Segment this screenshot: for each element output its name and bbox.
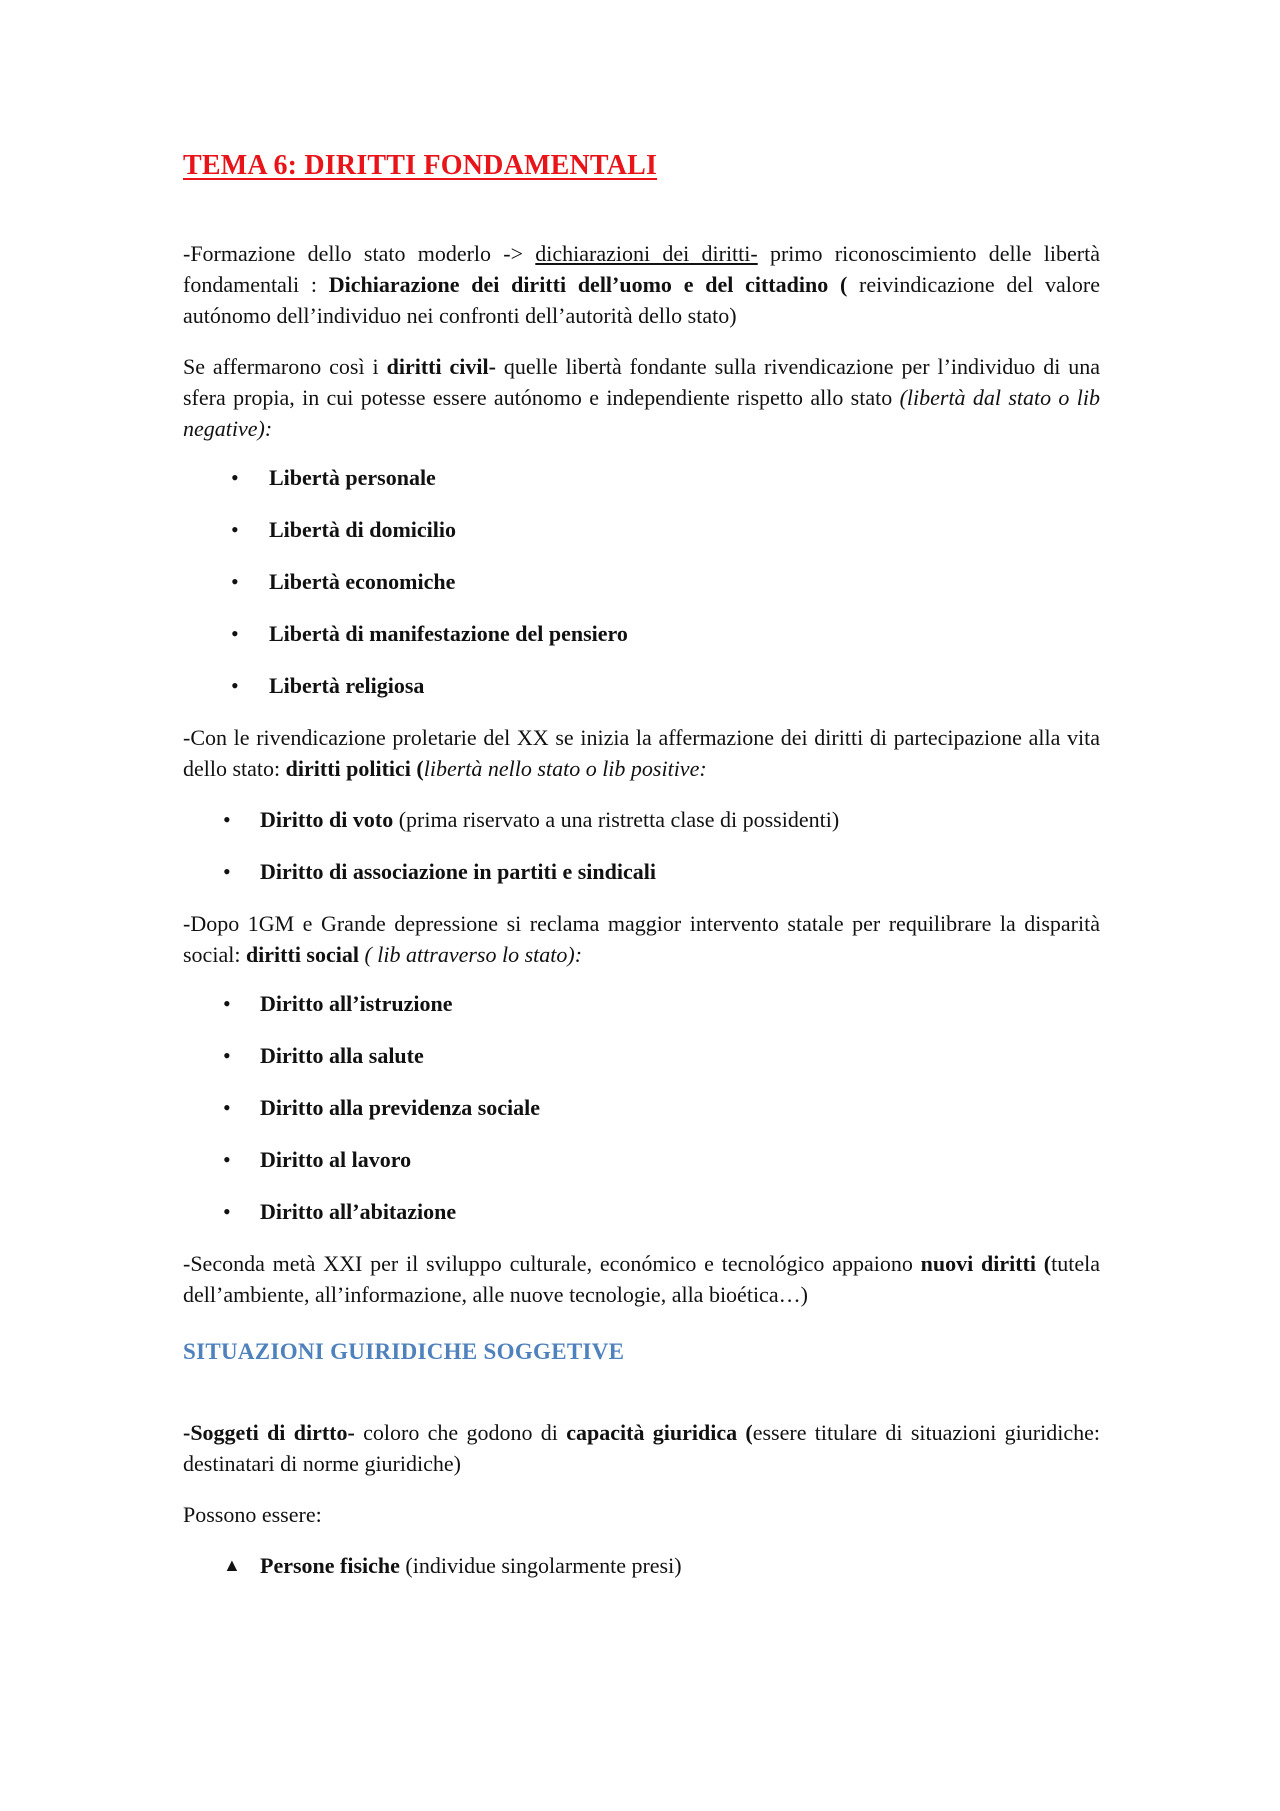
- bullet-icon: •: [231, 621, 239, 646]
- bullet-icon: •: [223, 991, 231, 1016]
- list-item: [183, 618, 1100, 649]
- list-item-label: Libertà di manifestazione del pensiero: [269, 621, 628, 646]
- bullet-icon: •: [223, 1147, 231, 1172]
- list-item: [183, 1092, 1100, 1123]
- political-rights-list: [183, 804, 1100, 887]
- list-item: [183, 1550, 1100, 1581]
- list-item-label: Libertà economiche: [269, 569, 456, 594]
- bullet-icon: •: [231, 465, 239, 490]
- bold-term: Dichiarazione dei diritti dell’uomo e del cittadino (: [328, 272, 848, 297]
- bullet-icon: •: [223, 1095, 231, 1120]
- text-run: Se affermarono così i: [183, 354, 387, 379]
- text-run: primo riconoscimiento delle libertà fondamentali :: [183, 241, 1100, 297]
- list-item-label: Diritto all’abitazione: [260, 1199, 457, 1224]
- section-heading: SITUAZIONI GUIRIDICHE SOGGETIVE: [183, 1339, 625, 1364]
- list-item-label: Libertà personale: [269, 465, 436, 490]
- list-item: [183, 804, 1100, 835]
- paragraph-formation: [183, 238, 1100, 331]
- text-run: tutela dell’ambiente, all’informazione, alle nuove tecnologie, alla bioética…): [183, 1251, 1100, 1307]
- bold-term: -Soggeti di dirtto-: [183, 1420, 355, 1445]
- paragraph-possono: Possono essere:: [183, 1502, 322, 1527]
- list-item: [183, 1144, 1100, 1175]
- text-run: essere titulare di situazioni giuridiche: destinatari di norme giuridiche): [183, 1420, 1100, 1476]
- document-body: [183, 238, 1100, 1602]
- list-item-label: Diritto di voto: [260, 807, 394, 832]
- paragraph-political-rights: [183, 722, 1100, 784]
- italic-note: libertà nello stato o lib positive:: [423, 756, 707, 781]
- page-title: TEMA 6: DIRITTI FONDAMENTALI: [183, 150, 658, 181]
- list-item: [183, 988, 1100, 1019]
- list-item-label: Libertà di domicilio: [269, 517, 456, 542]
- list-item-note: (individue singolarmente presi): [399, 1553, 682, 1578]
- text-run: -Seconda metà XXI per il sviluppo culturale, económico e tecnológico appaiono: [183, 1251, 921, 1276]
- italic-note: (libertà dal stato o lib negative):: [183, 385, 1100, 441]
- list-item: [183, 1196, 1100, 1227]
- list-item-label: Libertà religiosa: [269, 673, 425, 698]
- text-run: quelle libertà fondante sulla rivendicazione per l’individuo di una sfera propia, in cui potesse essere autónomo e independiente rispetto allo stato: [183, 354, 1101, 410]
- bullet-icon: •: [223, 1043, 231, 1068]
- list-item-label: Diritto di associazione in partiti e sindicali: [260, 859, 656, 884]
- paragraph-new-rights: [183, 1248, 1100, 1310]
- underlined-term: dichiarazioni dei diritti-: [535, 241, 758, 266]
- paragraph-social-rights: [183, 908, 1100, 970]
- paragraph-civil-rights: [183, 351, 1100, 444]
- list-item-label: Diritto alla previdenza sociale: [260, 1095, 541, 1120]
- italic-note: ( lib attraverso lo stato):: [358, 942, 583, 967]
- text-run: -Con le rivendicazione proletarie del XX se inizia la affermazione dei diritti di partecipazione alla vita dello stato:: [183, 725, 1100, 781]
- list-item-label: Diritto alla salute: [260, 1043, 424, 1068]
- text-run: -Dopo 1GM e Grande depressione si reclama maggior intervento statale per requilibrare la disparità social:: [183, 911, 1100, 967]
- bullet-icon: •: [231, 569, 239, 594]
- list-item: [183, 856, 1100, 887]
- bold-term: capacità giuridica (: [566, 1420, 753, 1445]
- bold-term: diritti social: [245, 942, 359, 967]
- text-run: coloro che godono di: [354, 1420, 567, 1445]
- list-item-label: Persone fisiche: [260, 1553, 400, 1578]
- civil-rights-list: [183, 462, 1100, 701]
- subjects-list: [183, 1550, 1100, 1581]
- list-item-note: (prima riservato a una ristretta clase di possidenti): [393, 807, 840, 832]
- bullet-icon: •: [223, 807, 231, 832]
- bold-term: diritti civil-: [386, 354, 496, 379]
- social-rights-list: [183, 988, 1100, 1227]
- list-item: [183, 566, 1100, 597]
- list-item-label: Diritto al lavoro: [260, 1147, 412, 1172]
- text-run: -Formazione dello stato moderlo ->: [183, 241, 536, 266]
- list-item: [183, 670, 1100, 701]
- list-item: [183, 514, 1100, 545]
- paragraph-legal-subjects: [183, 1417, 1100, 1479]
- list-item: [183, 462, 1100, 493]
- bold-term: diritti politici (: [285, 756, 424, 781]
- bullet-icon: •: [223, 859, 231, 884]
- list-item: [183, 1040, 1100, 1071]
- text-run: reivindicazione del valore autónomo dell’individuo nei confronti dell’autorità dello stato): [183, 272, 1100, 328]
- triangle-bullet-icon: ▲: [223, 1555, 241, 1575]
- bullet-icon: •: [223, 1199, 231, 1224]
- bold-term: nuovi diritti (: [920, 1251, 1052, 1276]
- bullet-icon: •: [231, 673, 239, 698]
- bullet-icon: •: [231, 517, 239, 542]
- list-item-label: Diritto all’istruzione: [260, 991, 453, 1016]
